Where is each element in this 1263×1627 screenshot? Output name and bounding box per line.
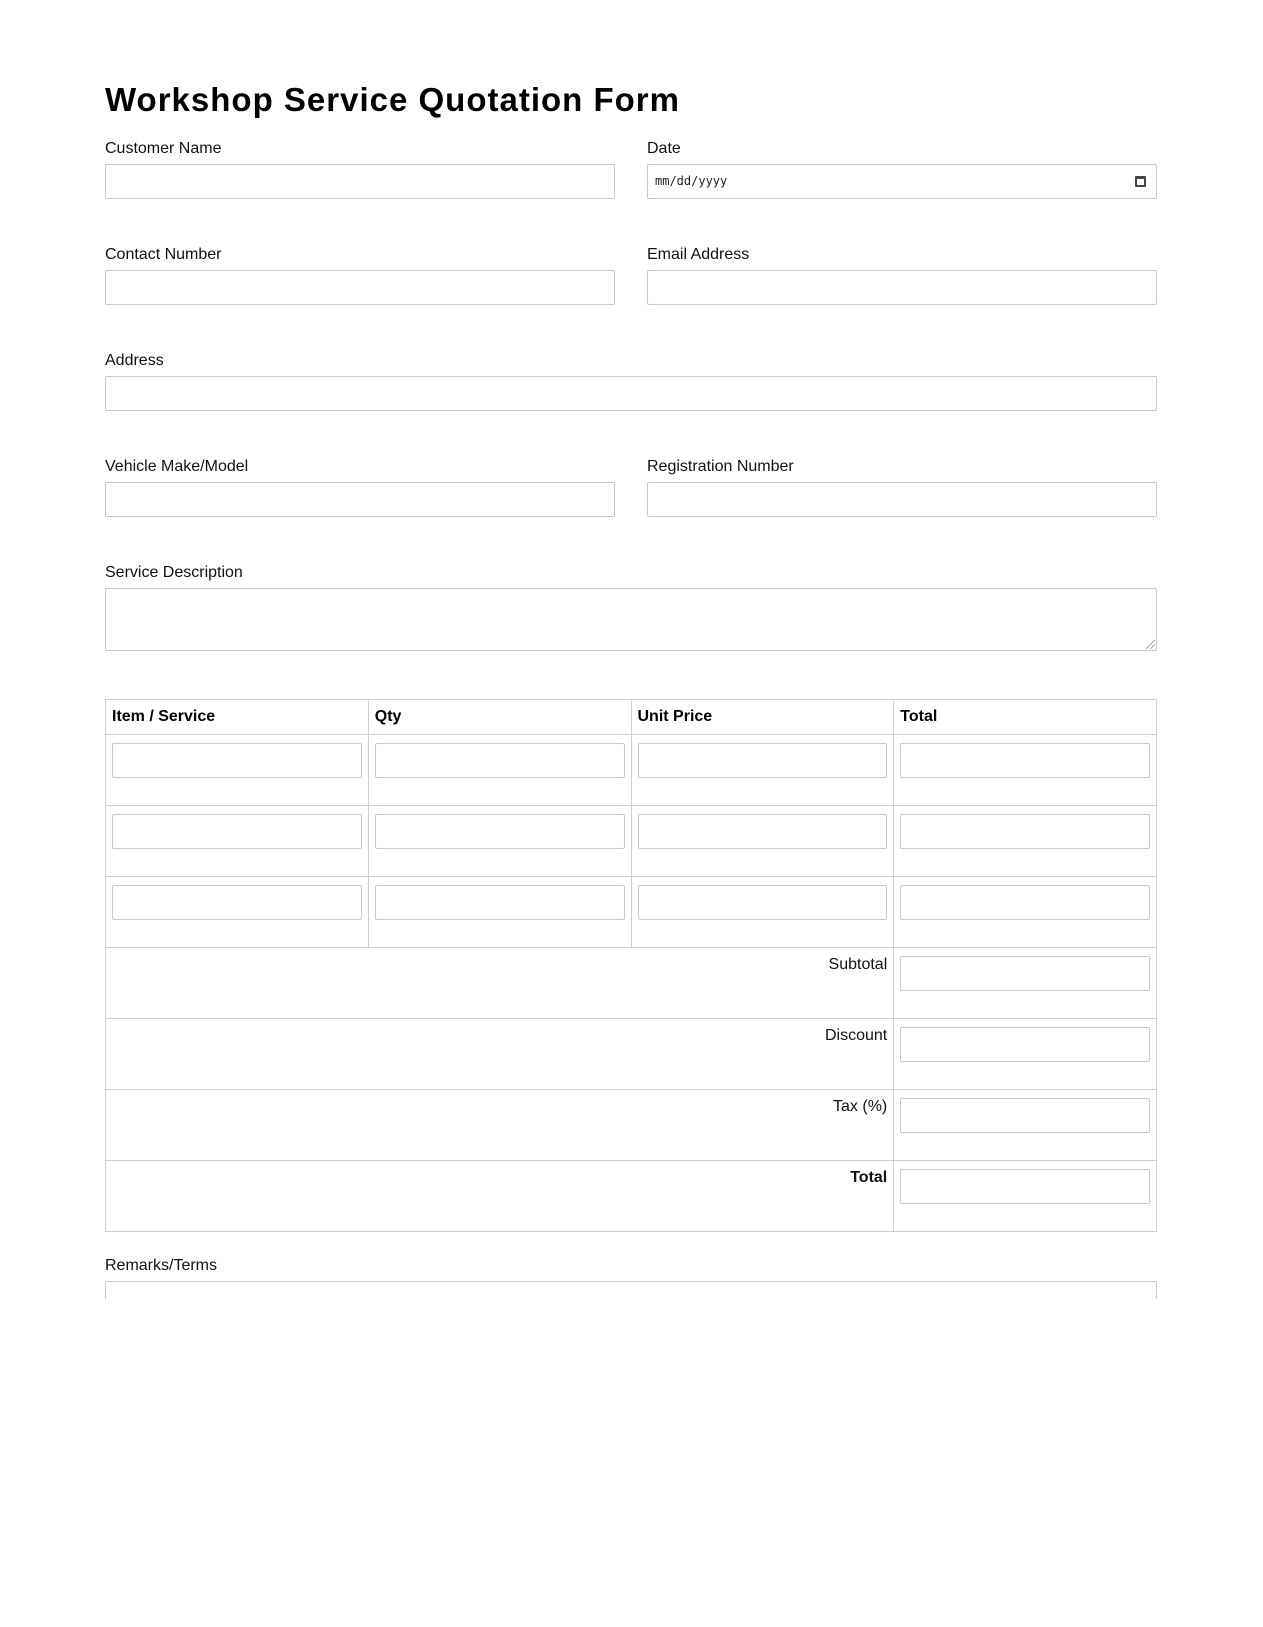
cell-unit-price [631, 806, 894, 877]
cell-discount [894, 1019, 1157, 1090]
calendar-icon[interactable] [1135, 176, 1146, 187]
page-title: Workshop Service Quotation Form [105, 81, 680, 118]
registration-number-input[interactable] [647, 482, 1157, 517]
summary-row-tax [106, 1090, 1157, 1161]
remarks-terms-label: Remarks/Terms [105, 1257, 218, 1274]
service-description-label: Service Description [105, 564, 243, 581]
vehicle-make-model-input[interactable] [105, 482, 615, 517]
contact-number-group [105, 246, 615, 308]
cell-tax [894, 1090, 1157, 1161]
cell-item [106, 806, 369, 877]
email-address-label: Email Address [647, 246, 750, 263]
address-group [105, 352, 1157, 414]
tax-label: Tax (%) [106, 1090, 894, 1161]
resize-handle-icon[interactable] [1146, 640, 1155, 649]
cell-item [106, 877, 369, 948]
discount-input[interactable] [900, 1027, 1150, 1062]
line-total-input[interactable] [900, 885, 1150, 920]
qty-input[interactable] [375, 814, 625, 849]
tax-input[interactable] [900, 1098, 1150, 1133]
cell-qty [368, 877, 631, 948]
contact-number-label: Contact Number [105, 246, 222, 263]
customer-name-group [105, 140, 615, 202]
subtotal-label: Subtotal [106, 948, 894, 1019]
grand-total-input[interactable] [900, 1169, 1150, 1204]
service-description-group [105, 564, 1157, 654]
summary-row-discount [106, 1019, 1157, 1090]
unit-price-input[interactable] [638, 814, 888, 849]
header-item-service: Item / Service [106, 700, 369, 735]
cell-total [894, 806, 1157, 877]
cell-subtotal [894, 948, 1157, 1019]
header-qty: Qty [368, 700, 631, 735]
line-total-input[interactable] [900, 814, 1150, 849]
unit-price-input[interactable] [638, 743, 888, 778]
table-row [106, 735, 1157, 806]
cell-grand-total [894, 1161, 1157, 1232]
header-total: Total [894, 700, 1157, 735]
discount-label: Discount [106, 1019, 894, 1090]
date-label: Date [647, 140, 681, 157]
cell-total [894, 877, 1157, 948]
summary-row-total [106, 1161, 1157, 1232]
date-input[interactable] [647, 164, 1157, 199]
vehicle-make-model-group [105, 458, 615, 520]
cell-item [106, 735, 369, 806]
table-row [106, 806, 1157, 877]
date-group [647, 140, 1157, 202]
cell-qty [368, 735, 631, 806]
address-input[interactable] [105, 376, 1157, 411]
customer-name-label: Customer Name [105, 140, 222, 157]
cell-qty [368, 806, 631, 877]
grand-total-label: Total [106, 1161, 894, 1232]
table-header-row [106, 700, 1157, 735]
service-description-textarea[interactable] [105, 588, 1157, 651]
items-table [105, 699, 1157, 1232]
cell-unit-price [631, 735, 894, 806]
line-total-input[interactable] [900, 743, 1150, 778]
unit-price-input[interactable] [638, 885, 888, 920]
item-service-input[interactable] [112, 885, 362, 920]
qty-input[interactable] [375, 885, 625, 920]
customer-name-input[interactable] [105, 164, 615, 199]
vehicle-make-model-label: Vehicle Make/Model [105, 458, 249, 475]
cell-total [894, 735, 1157, 806]
email-address-group [647, 246, 1157, 308]
address-label: Address [105, 352, 164, 369]
cell-unit-price [631, 877, 894, 948]
item-service-input[interactable] [112, 743, 362, 778]
subtotal-input[interactable] [900, 956, 1150, 991]
date-placeholder: mm/dd/yyyy [655, 174, 728, 188]
item-service-input[interactable] [112, 814, 362, 849]
page-clip [0, 1299, 1263, 1627]
registration-number-group [647, 458, 1157, 520]
contact-number-input[interactable] [105, 270, 615, 305]
table-row [106, 877, 1157, 948]
header-unit-price: Unit Price [631, 700, 894, 735]
registration-number-label: Registration Number [647, 458, 794, 475]
summary-row-subtotal [106, 948, 1157, 1019]
email-address-input[interactable] [647, 270, 1157, 305]
qty-input[interactable] [375, 743, 625, 778]
